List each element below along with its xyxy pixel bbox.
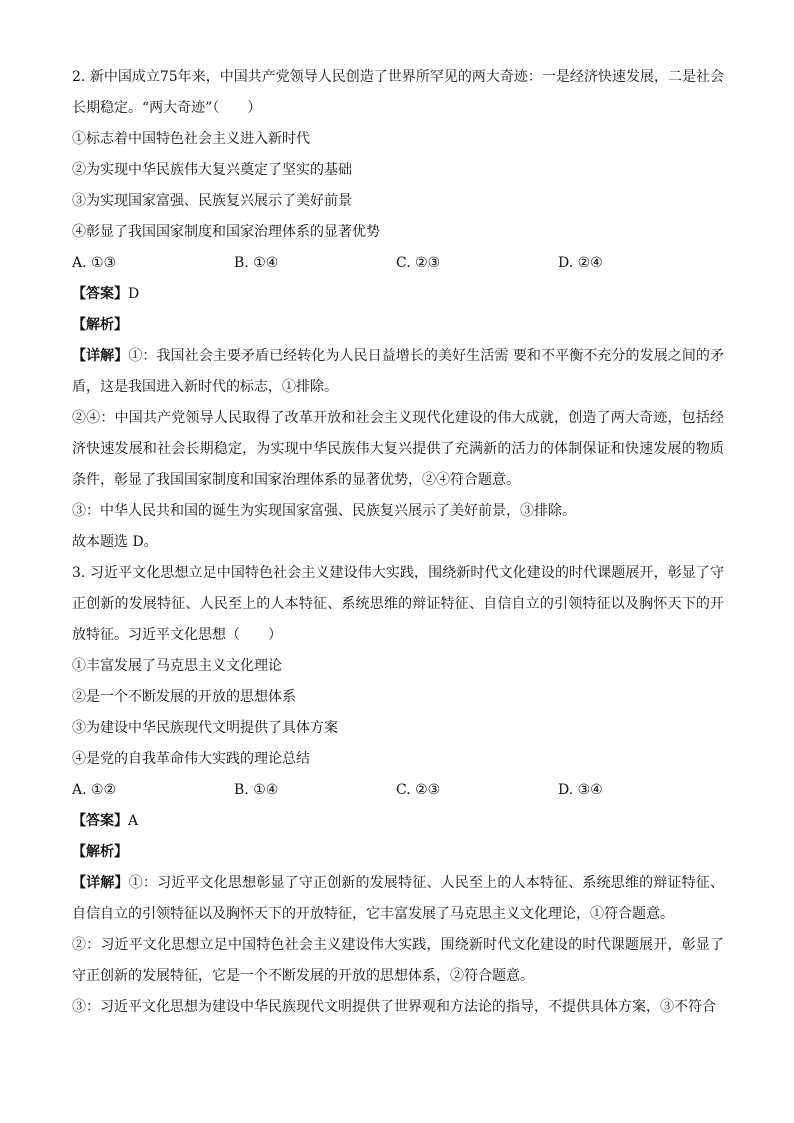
q3-statement-2: ②是一个不断发展的开放的思想体系 bbox=[72, 689, 296, 705]
q2-statement-1: ①标志着中国特色社会主义进入新时代 bbox=[72, 131, 310, 147]
q2-detail-1-text: ①：我国社会主要矛盾已经转化为人民日益增长的美好生活需 要和不平衡不充分的发展之间的矛盾，这是我国进入新时代的标志，①排除。 bbox=[72, 348, 724, 395]
q2-analysis bbox=[72, 310, 724, 341]
q3-statement-4: ④是党的自我革命伟大实践的理论总结 bbox=[72, 751, 310, 767]
q2-detail-1 bbox=[72, 341, 724, 403]
q2-analysis-tag: 【解析】 bbox=[72, 317, 128, 333]
q2-answer bbox=[72, 279, 724, 310]
q3-option-d: D. ③④ bbox=[558, 782, 603, 798]
q2-option-b: B. ①④ bbox=[234, 255, 279, 271]
q2-answer-value: D bbox=[128, 286, 140, 302]
q3-analysis bbox=[72, 837, 724, 868]
q3-detail-2: ②：习近平文化思想立足中国特色社会主义建设伟大实践，围绕新时代文化建设的时代课题展开，彰显了守正创新的发展特征，它是一个不断发展的开放的思想体系，②符合题意。 bbox=[72, 937, 724, 984]
q3-detail-1 bbox=[72, 868, 724, 930]
q2-detail-3: ③：中华人民共和国的诞生为实现国家富强、民族复兴展示了美好前景，③排除。 bbox=[72, 503, 576, 519]
q2-stem: 2. 新中国成立75年来，中国共产党领导人民创造了世界所罕见的两大奇迹：一是经济快速发展，二是社会长期稳定。“两大奇迹”（ ） bbox=[72, 69, 724, 116]
q3-analysis-tag: 【解析】 bbox=[72, 844, 128, 860]
q3-statement-1: ①丰富发展了马克思主义文化理论 bbox=[72, 658, 282, 674]
q3-answer bbox=[72, 806, 724, 837]
q2-statement-4: ④彰显了我国国家制度和国家治理体系的显著优势 bbox=[72, 224, 380, 240]
q2-option-a: A. ①③ bbox=[72, 255, 117, 271]
q3-detail-tag: 【详解】 bbox=[72, 875, 129, 891]
q2-statement-3: ③为实现国家富强、民族复兴展示了美好前景 bbox=[72, 193, 352, 209]
q2-statement-2: ②为实现中华民族伟大复兴奠定了坚实的基础 bbox=[72, 162, 352, 178]
q3-options bbox=[72, 775, 724, 806]
q3-statement-3: ③为建设中华民族现代文明提供了具体方案 bbox=[72, 720, 338, 736]
q3-option-c: C. ②③ bbox=[396, 782, 441, 798]
q3-answer-value: A bbox=[128, 813, 139, 829]
q2-option-d: D. ②④ bbox=[558, 255, 603, 271]
q2-options bbox=[72, 248, 724, 279]
document-page bbox=[72, 62, 724, 1023]
q2-detail-2: ②④：中国共产党领导人民取得了改革开放和社会主义现代化建设的伟大成就，创造了两大奇迹，包括经济快速发展和社会长期稳定，为实现中华民族伟大复兴提供了充满新的活力的体制保证和快速发展的物质条件，彰显了我国国家制度和国家治理体系的显著优势，②④符合题意。 bbox=[72, 410, 724, 488]
q2-option-c: C. ②③ bbox=[396, 255, 441, 271]
q3-option-a: A. ①② bbox=[72, 782, 117, 798]
q3-option-b: B. ①④ bbox=[234, 782, 279, 798]
q3-detail-3: ③：习近平文化思想为建设中华民族现代文明提供了世界观和方法论的指导，不提供具体方案，③不符合 bbox=[72, 999, 716, 1015]
q2-answer-tag: 【答案】 bbox=[72, 286, 128, 302]
q2-detail-tag: 【详解】 bbox=[72, 348, 129, 364]
q3-answer-tag: 【答案】 bbox=[72, 813, 128, 829]
q3-stem: 3. 习近平文化思想立足中国特色社会主义建设伟大实践，围绕新时代文化建设的时代课题展开，彰显了守正创新的发展特征、人民至上的人本特征、系统思维的辩证特征、自信自立的引领特征以及胸怀天下的开放特征。习近平文化思想（ ） bbox=[72, 565, 724, 643]
q2-conclusion: 故本题选 D。 bbox=[72, 534, 158, 550]
q3-detail-1-text: ①：习近平文化思想彰显了守正创新的发展特征、人民至上的人本特征、系统思维的辩证特征、自信自立的引领特征以及胸怀天下的开放特征，它丰富发展了马克思主义文化理论，①符合题意。 bbox=[72, 875, 725, 922]
